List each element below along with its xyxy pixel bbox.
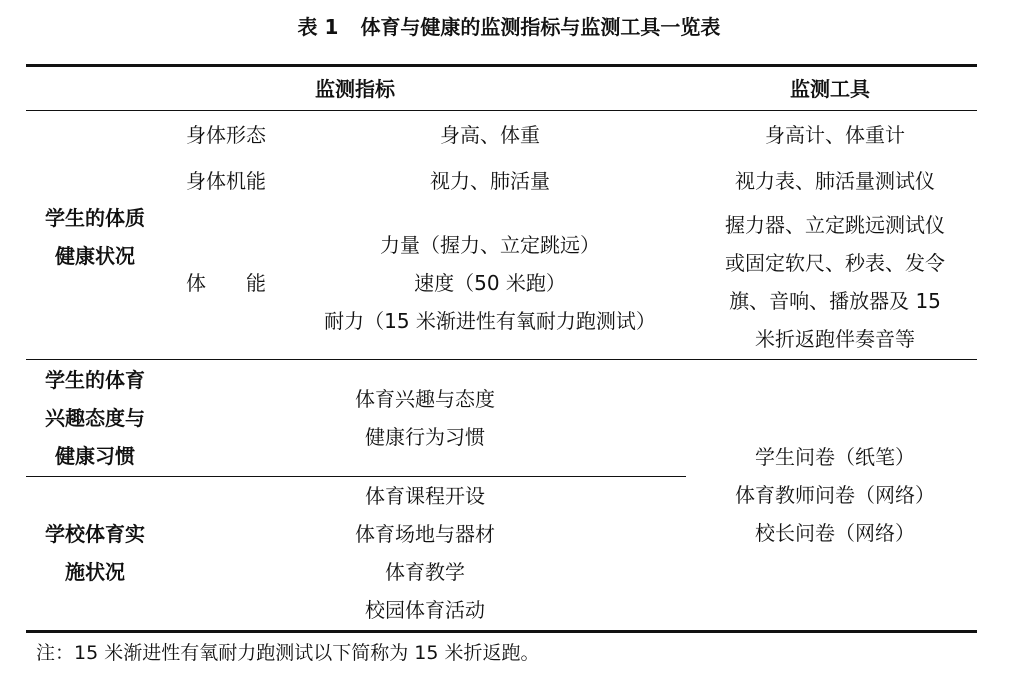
subcategory-function: 身体机能 bbox=[186, 169, 266, 193]
category-interest: 学生的体育 兴趣态度与 健康习惯 bbox=[45, 368, 145, 468]
indicator-school: 体育课程开设 体育场地与器材 体育教学 校园体育活动 bbox=[355, 484, 495, 622]
tool-function: 视力表、肺活量测试仪 bbox=[735, 169, 935, 193]
table-title bbox=[0, 12, 1018, 42]
bottom-rule bbox=[26, 630, 977, 633]
table-number: 表 1 bbox=[297, 15, 339, 39]
tool-principal-survey: 校长问卷（网络） bbox=[755, 521, 915, 545]
tool-student-survey: 学生问卷（纸笔） bbox=[755, 445, 915, 469]
tool-teacher-survey: 体育教师问卷（网络） bbox=[735, 483, 935, 507]
indicator-interest: 体育兴趣与态度 健康行为习惯 bbox=[355, 387, 495, 449]
section-divider-physique bbox=[26, 359, 977, 360]
table-note: 注：15 米渐进性有氧耐力跑测试以下简称为 15 米折返跑。 bbox=[36, 642, 540, 664]
subcategory-form: 身体形态 bbox=[186, 123, 266, 147]
tool-fitness: 握力器、立定跳远测试仪 或固定软尺、秒表、发令 旗、音响、播放器及 15 米折返跑伴奏音等 bbox=[725, 213, 945, 351]
indicator-endurance: 耐力（15 米渐进性有氧耐力跑测试） bbox=[324, 309, 656, 333]
header-tools: 监测工具 bbox=[790, 77, 870, 101]
category-school: 学校体育实 施状况 bbox=[45, 522, 145, 584]
top-rule bbox=[26, 64, 977, 67]
indicator-fitness bbox=[300, 226, 680, 340]
indicator-strength: 力量（握力、立定跳远） bbox=[380, 233, 600, 257]
header-indicators: 监测指标 bbox=[315, 77, 395, 101]
tool-form: 身高计、体重计 bbox=[765, 123, 905, 147]
indicator-speed: 速度（50 米跑） bbox=[414, 271, 566, 295]
indicator-function: 视力、肺活量 bbox=[430, 169, 550, 193]
tool-surveys bbox=[690, 438, 980, 552]
category-physique: 学生的体质 健康状况 bbox=[45, 206, 145, 268]
table-title-text: 体育与健康的监测指标与监测工具一览表 bbox=[360, 15, 721, 39]
subcategory-fitness: 体 能 bbox=[186, 271, 266, 295]
indicator-form: 身高、体重 bbox=[440, 123, 540, 147]
header-rule bbox=[26, 110, 977, 111]
